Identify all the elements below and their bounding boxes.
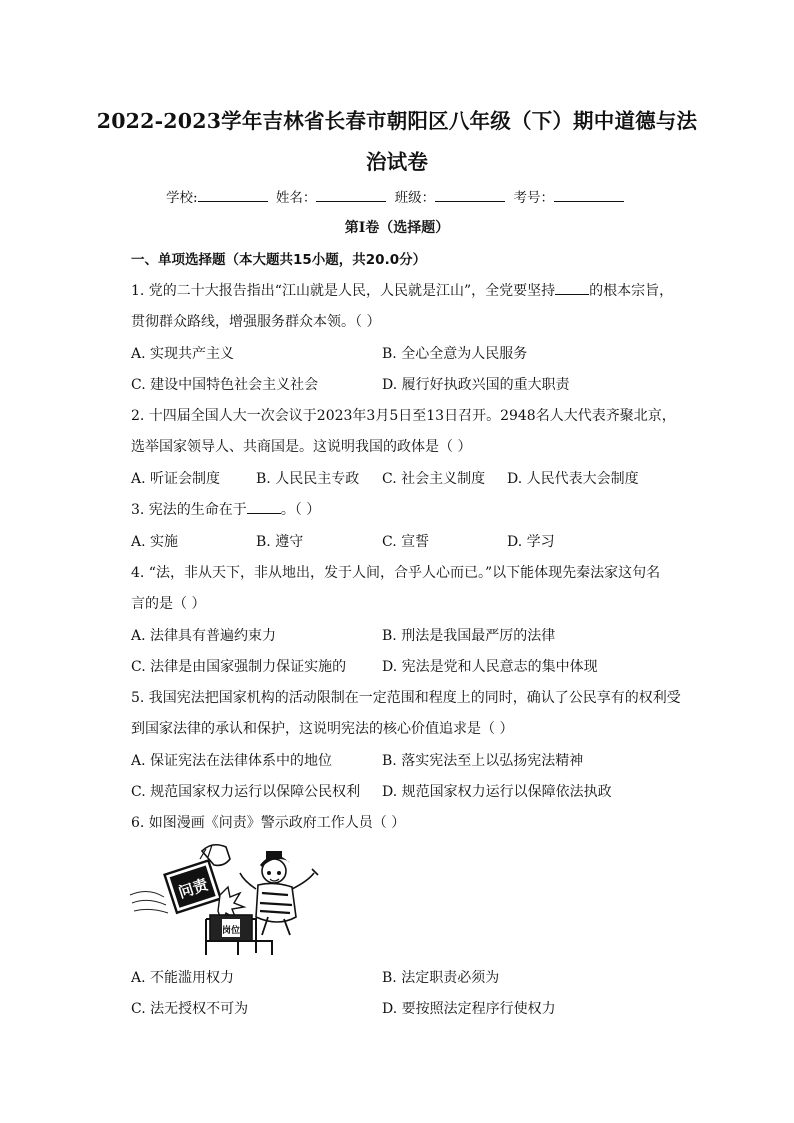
question-6-option-a[interactable]: A. 不能滥用权力 (131, 970, 235, 986)
accountability-cartoon (128, 837, 323, 957)
exam-no-blank[interactable] (554, 189, 624, 202)
question-text: 1. 党的二十大报告指出“江山就是人民，人民就是江山”，全党要坚持 (131, 283, 556, 299)
question-3-option-d[interactable]: D. 学习 (507, 534, 555, 550)
school-blank[interactable] (198, 189, 268, 202)
question-2-option-b[interactable]: B. 人民民主专政 (256, 471, 360, 487)
question-6-line-1: 6. 如图漫画《问责》警示政府工作人员（ ） (131, 815, 406, 831)
question-5-option-d[interactable]: D. 规范国家权力运行以保障依法执政 (382, 784, 612, 800)
question-1-option-b[interactable]: B. 全心全意为人民服务 (382, 346, 528, 362)
question-5-option-c[interactable]: C. 规范国家权力运行以保障公民权利 (131, 784, 361, 800)
question-3-option-c[interactable]: C. 宣誓 (382, 534, 430, 550)
question-2-line-2: 选举国家领导人、共商国是。这说明我国的政体是（ ） (131, 439, 472, 455)
sign-text: 问责 (176, 875, 211, 902)
question-5-option-b[interactable]: B. 落实宪法至上以弘扬宪法精神 (382, 753, 584, 769)
question-6-option-c[interactable]: C. 法无授权不可为 (131, 1001, 249, 1017)
question-1-option-a[interactable]: A. 实现共产主义 (131, 346, 235, 362)
question-5-option-a[interactable]: A. 保证宪法在法律体系中的地位 (131, 753, 333, 769)
student-info-row (0, 186, 794, 206)
question-3-line-1 (131, 499, 320, 519)
question-4-option-a[interactable]: A. 法律具有普遍约束力 (131, 628, 277, 644)
part-heading: 一、单项选择题（本大题共15小题，共20.0分） (131, 252, 427, 268)
question-1-option-d[interactable]: D. 履行好执政兴国的重大职责 (382, 377, 570, 393)
question-4-option-b[interactable]: B. 刑法是我国最严厉的法律 (382, 628, 556, 644)
page-title-line1: 2022-2023学年吉林省长春市朝阳区八年级（下）期中道德与法 (96, 109, 698, 133)
question-text: 。（ ） (280, 502, 321, 518)
class-blank[interactable] (435, 189, 505, 202)
exam-no-label: 考号： (513, 190, 554, 206)
question-text: 3. 宪法的生命在于 (131, 502, 247, 518)
answer-blank (555, 282, 589, 295)
question-text: 的根本宗旨， (589, 283, 674, 299)
name-blank[interactable] (316, 189, 386, 202)
question-1-line-1 (131, 280, 673, 300)
question-1-option-c[interactable]: C. 建设中国特色社会主义社会 (131, 377, 319, 393)
question-4-line-1: 4. “法，非从天下，非从地出，发于人间，合乎人心而已。”以下能体现先秦法家这句名 (131, 565, 661, 581)
school-label: 学校: (166, 190, 198, 206)
class-label: 班级： (394, 190, 436, 206)
name-label: 姓名： (275, 190, 317, 206)
chair-text: 岗位 (221, 926, 241, 936)
question-5-line-2: 到国家法律的承认和保护，这说明宪法的核心价值追求是（ ） (131, 721, 514, 737)
question-3-option-b[interactable]: B. 遵守 (256, 534, 304, 550)
question-5-line-1: 5. 我国宪法把国家机构的活动限制在一定范围和程度上的同时，确认了公民享有的权利受 (131, 690, 681, 706)
question-4-line-2: 言的是（ ） (131, 596, 206, 612)
question-1-line-2: 贯彻群众路线，增强服务群众本领。（ ） (131, 314, 381, 330)
question-2-option-a[interactable]: A. 听证会制度 (131, 471, 221, 487)
question-3-option-a[interactable]: A. 实施 (131, 534, 179, 550)
question-6-option-d[interactable]: D. 要按照法定程序行使权力 (382, 1001, 556, 1017)
question-6-option-b[interactable]: B. 法定职责必须为 (382, 970, 500, 986)
section-header: 第I卷（选择题） (344, 220, 450, 236)
question-2-option-c[interactable]: C. 社会主义制度 (382, 471, 486, 487)
question-2-line-1: 2. 十四届全国人大一次会议于2023年3月5日至13日召开。2948名人大代表齐聚北京， (131, 408, 676, 424)
answer-blank (247, 501, 281, 514)
question-4-option-d[interactable]: D. 宪法是党和人民意志的集中体现 (382, 659, 598, 675)
question-2-option-d[interactable]: D. 人民代表大会制度 (507, 471, 639, 487)
question-4-option-c[interactable]: C. 法律是由国家强制力保证实施的 (131, 659, 347, 675)
page-title-line2: 治试卷 (365, 150, 429, 174)
